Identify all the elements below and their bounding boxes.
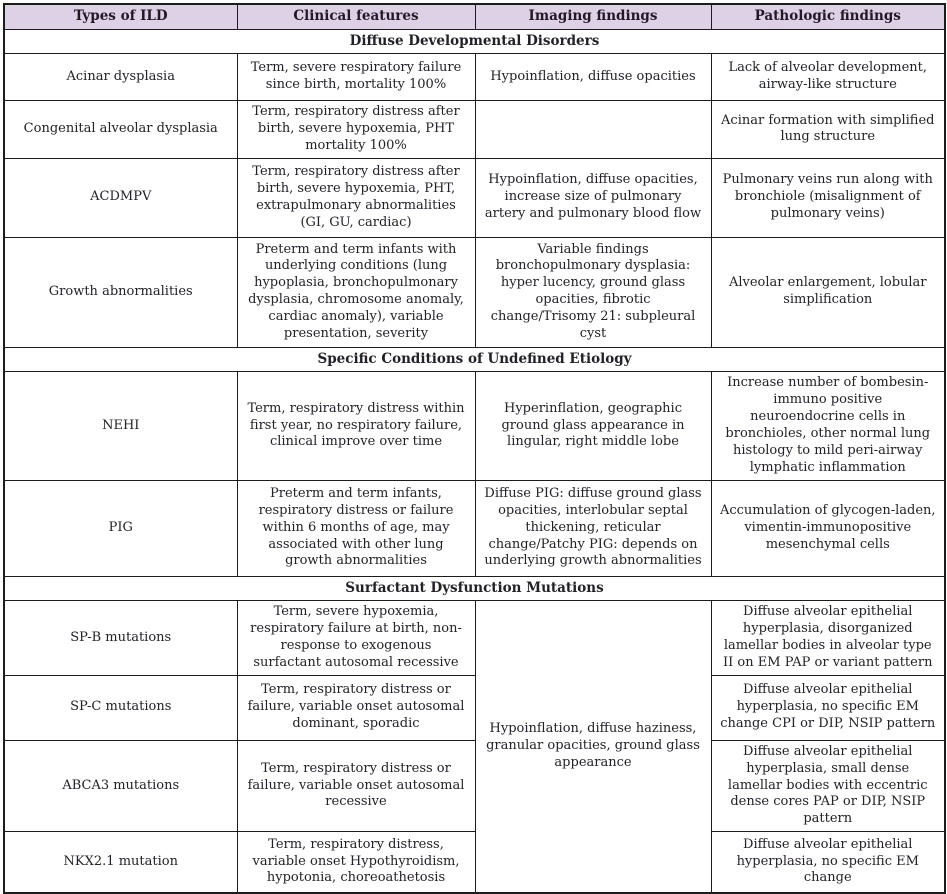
cell-abca3-clinical: Term, respiratory distress or failure, variable onset autosomal recessive [237, 740, 475, 831]
table-row-nehi [4, 372, 945, 480]
cell-acinar-pathology: Lack of alveolar development, airway-like structure [711, 54, 945, 101]
cell-growth-clinical: Preterm and term infants with underlying conditions (lung hypoplasia, bronchopulmonary dysplasia, chromosome anomaly, cardiac anomaly), variable presentation, severity [237, 237, 475, 347]
column-header-imaging: Imaging findings [475, 4, 711, 29]
cell-spc-pathology: Diffuse alveolar epithelial hyperplasia, no specific EM change CPI or DIP, NSIP pattern [711, 675, 945, 740]
table-row-pig [4, 480, 945, 576]
cell-pig-type: PIG [4, 480, 237, 576]
column-header-clinical: Clinical features [237, 4, 475, 29]
cell-pig-clinical: Preterm and term infants, respiratory distress or failure within 6 months of age, may associated with other lung growth abnormalities [237, 480, 475, 576]
table-header-row [4, 4, 945, 29]
cell-nehi-type: NEHI [4, 372, 237, 480]
cell-congenital-clinical: Term, respiratory distress after birth, severe hypoxemia, PHT mortality 100% [237, 101, 475, 159]
section-title-developmental: Diffuse Developmental Disorders [4, 29, 945, 54]
cell-acinar-clinical: Term, severe respiratory failure since birth, mortality 100% [237, 54, 475, 101]
cell-congenital-type: Congenital alveolar dysplasia [4, 101, 237, 159]
cell-nehi-pathology: Increase number of bombesin-immuno positive neuroendocrine cells in bronchioles, other normal lung histology to mild peri-airway lymphatic inflammation [711, 372, 945, 480]
column-header-types: Types of ILD [4, 4, 237, 29]
table-row-acdmpv [4, 158, 945, 237]
section-title-surfactant: Surfactant Dysfunction Mutations [4, 576, 945, 601]
table-row-spc-mutations [4, 675, 945, 740]
section-row-surfactant [4, 576, 945, 601]
cell-congenital-pathology: Acinar formation with simplified lung structure [711, 101, 945, 159]
table-row-spb-mutations [4, 601, 945, 676]
cell-spb-clinical: Term, severe hypoxemia, respiratory failure at birth, non-response to exogenous surfactant autosomal recessive [237, 601, 475, 676]
cell-spc-type: SP-C mutations [4, 675, 237, 740]
table-row-acinar-dysplasia [4, 54, 945, 101]
cell-pig-pathology: Accumulation of glycogen-laden, vimentin-immunopositive mesenchymal cells [711, 480, 945, 576]
cell-nehi-imaging: Hyperinflation, geographic ground glass appearance in lingular, right middle lobe [475, 372, 711, 480]
column-header-pathology: Pathologic findings [711, 4, 945, 29]
cell-surfactant-imaging-merged: Hypoinflation, diffuse haziness, granular opacities, ground glass appearance [475, 601, 711, 893]
cell-growth-pathology: Alveolar enlargement, lobular simplification [711, 237, 945, 347]
cell-spb-type: SP-B mutations [4, 601, 237, 676]
cell-growth-imaging: Variable findings bronchopulmonary dysplasia: hyper lucency, ground glass opacities, fibrotic change/Trisomy 21: subpleural cyst [475, 237, 711, 347]
cell-pig-imaging: Diffuse PIG: diffuse ground glass opacities, interlobular septal thickening, reticular change/Patchy PIG: depends on underlying growth abnormalities [475, 480, 711, 576]
cell-nkx21-pathology: Diffuse alveolar epithelial hyperplasia, no specific EM change [711, 832, 945, 893]
cell-abca3-pathology: Diffuse alveolar epithelial hyperplasia, small dense lamellar bodies with eccentric dense cores PAP or DIP, NSIP pattern [711, 740, 945, 831]
cell-nehi-clinical: Term, respiratory distress within first year, no respiratory failure, clinical improve over time [237, 372, 475, 480]
section-row-undefined-etiology [4, 347, 945, 372]
cell-acinar-imaging: Hypoinflation, diffuse opacities [475, 54, 711, 101]
cell-growth-type: Growth abnormalities [4, 237, 237, 347]
cell-acdmpv-clinical: Term, respiratory distress after birth, severe hypoxemia, PHT, extrapulmonary abnormalities (GI, GU, cardiac) [237, 158, 475, 237]
cell-acdmpv-pathology: Pulmonary veins run along with bronchiole (misalignment of pulmonary veins) [711, 158, 945, 237]
table-row-congenital-alveolar-dysplasia [4, 101, 945, 159]
table-row-growth-abnormalities [4, 237, 945, 347]
table-row-abca3-mutations [4, 740, 945, 831]
ild-comparison-table [3, 3, 946, 894]
cell-acdmpv-imaging: Hypoinflation, diffuse opacities, increase size of pulmonary artery and pulmonary blood flow [475, 158, 711, 237]
cell-spc-clinical: Term, respiratory distress or failure, variable onset autosomal dominant, sporadic [237, 675, 475, 740]
cell-acdmpv-type: ACDMPV [4, 158, 237, 237]
cell-nkx21-type: NKX2.1 mutation [4, 832, 237, 893]
cell-abca3-type: ABCA3 mutations [4, 740, 237, 831]
table-row-nkx21-mutation [4, 832, 945, 893]
section-row-developmental [4, 29, 945, 54]
cell-nkx21-clinical: Term, respiratory distress, variable onset Hypothyroidism, hypotonia, choreoathetosis [237, 832, 475, 893]
cell-spb-pathology: Diffuse alveolar epithelial hyperplasia, disorganized lamellar bodies in alveolar type II on EM PAP or variant pattern [711, 601, 945, 676]
cell-acinar-type: Acinar dysplasia [4, 54, 237, 101]
section-title-undefined-etiology: Specific Conditions of Undefined Etiology [4, 347, 945, 372]
cell-congenital-imaging-empty [475, 101, 711, 159]
